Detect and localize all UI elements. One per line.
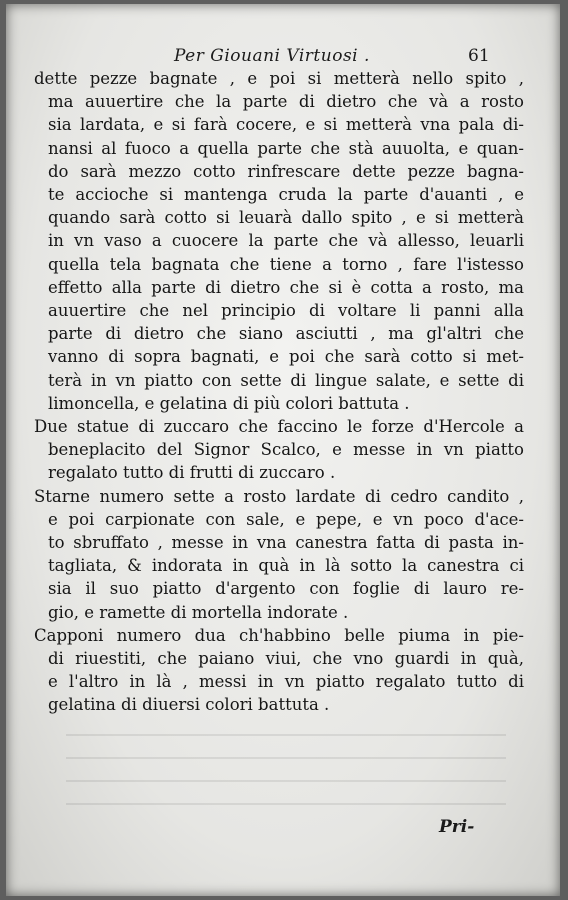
text-line: Due statue di zuccaro che faccino le forze d'Hercole a <box>34 417 524 437</box>
text-line: parte di dietro che siano asciutti , ma gl'altri che <box>48 324 524 344</box>
paragraph <box>34 624 524 717</box>
text-line: to sbruffato , messe in vna canestra fatta di pasta in- <box>48 533 524 553</box>
text-line: effetto alla parte di dietro che si è cotta a rosto, ma <box>48 277 524 297</box>
text-line: limoncella, e gelatina di più colori battuta . <box>48 393 410 413</box>
text-line: sia lardata, e si farà cocere, e si metterà vna pala di- <box>48 115 524 135</box>
text-line: regalato tutto di frutti di zuccaro . <box>48 463 336 483</box>
page-header <box>6 46 560 68</box>
text-line: in vn vaso a cuocere la parte che và allesso, leuarli <box>48 231 524 251</box>
text-line: sia il suo piatto d'argento con foglie di lauro re- <box>48 579 524 599</box>
text-line: e l'altro in là , messi in vn piatto regalato tutto di <box>48 672 524 692</box>
text-line: te accioche si mantenga cruda la parte d'auanti , e <box>48 185 524 205</box>
paragraph <box>34 485 524 624</box>
text-line: di riuestiti, che paiano viui, che vno guardi in quà, <box>48 649 524 669</box>
catchword: Pri- <box>439 817 475 837</box>
page-body <box>34 67 524 717</box>
text-line: Capponi numero dua ch'habbino belle piuma in pie- <box>34 625 524 645</box>
paragraph <box>34 415 524 485</box>
text-line: beneplacito del Signor Scalco, e messe in vn piatto <box>48 440 524 460</box>
text-line: vanno di sopra bagnati, e poi che sarà cotto si met- <box>48 347 524 367</box>
text-line: dette pezze bagnate , e poi si metterà nello spito , <box>34 69 524 88</box>
text-line: nansi al fuoco a quella parte che stà auuolta, e quan- <box>48 138 524 158</box>
text-line: ma auuertire che la parte di dietro che và a rosto <box>48 92 524 112</box>
show-through-text <box>66 734 506 824</box>
text-line: tagliata, & indorata in quà in là sotto la canestra ci <box>48 556 524 576</box>
text-line: do sarà mezzo cotto rinfrescare dette pezze bagna- <box>48 161 524 181</box>
book-page <box>6 4 560 896</box>
text-line: terà in vn piatto con sette di lingue salate, e sette di <box>48 370 524 390</box>
text-line: quella tela bagnata che tiene a torno , fare l'istesso <box>48 254 524 274</box>
text-line: gio, e ramette di mortella indorate . <box>48 602 349 622</box>
text-line: Starne numero sette a rosto lardate di cedro candito , <box>34 486 524 506</box>
running-title: Per Giouani Virtuosi . <box>174 46 370 66</box>
text-line: quando sarà cotto si leuarà dallo spito , e si metterà <box>48 208 524 228</box>
page-number: 61 <box>468 46 490 66</box>
text-line: gelatina di diuersi colori battuta . <box>48 695 330 715</box>
text-line: auuertire che nel principio di voltare li panni alla <box>48 301 524 321</box>
paragraph <box>34 67 524 415</box>
text-line: e poi carpionate con sale, e pepe, e vn poco d'ace- <box>48 509 524 529</box>
